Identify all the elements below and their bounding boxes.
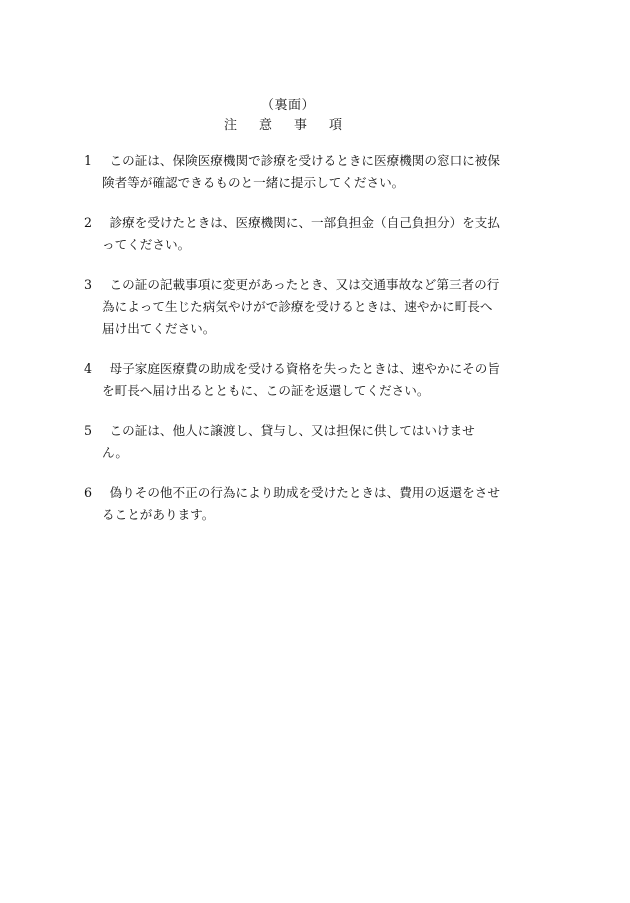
title-char: 意	[259, 118, 273, 133]
item-text: 母子家庭医療費の助成を受ける資格を失ったときは、速やかにその旨を町長へ届け出るとともに、この証を返還してください。	[102, 361, 500, 398]
item-number: 3	[84, 277, 93, 292]
notice-item	[84, 212, 500, 256]
title-char: 注	[224, 118, 238, 133]
page-title	[224, 114, 342, 133]
notice-item	[84, 274, 500, 340]
item-text: 偽りその他不正の行為により助成を受けたときは、費用の返還をさせることがあります。	[102, 485, 500, 522]
item-number: 1	[84, 153, 93, 168]
notice-item	[84, 420, 500, 464]
notice-item	[84, 150, 500, 194]
item-number: 6	[84, 485, 93, 500]
item-number: 5	[84, 423, 93, 438]
item-number: 4	[84, 361, 93, 376]
notice-item	[84, 482, 500, 526]
notice-list	[84, 150, 500, 544]
item-text: この証の記載事項に変更があったとき、又は交通事故など第三者の行為によって生じた病気やけがで診療を受けるときは、速やかに町長へ届け出てください。	[102, 277, 500, 336]
title-char: 項	[329, 118, 343, 133]
item-number: 2	[84, 215, 93, 230]
item-text: この証は、保険医療機関で診療を受けるときに医療機関の窓口に被保険者等が確認できるものと一緒に提示してください。	[102, 153, 500, 190]
item-text: 診療を受けたときは、医療機関に、一部負担金（自己負担分）を支払ってください。	[102, 215, 500, 252]
notice-item	[84, 358, 500, 402]
side-label: （裏面）	[260, 98, 315, 113]
item-text: この証は、他人に譲渡し、貸与し、又は担保に供してはいけません。	[102, 423, 475, 460]
title-char: 事	[294, 118, 308, 133]
